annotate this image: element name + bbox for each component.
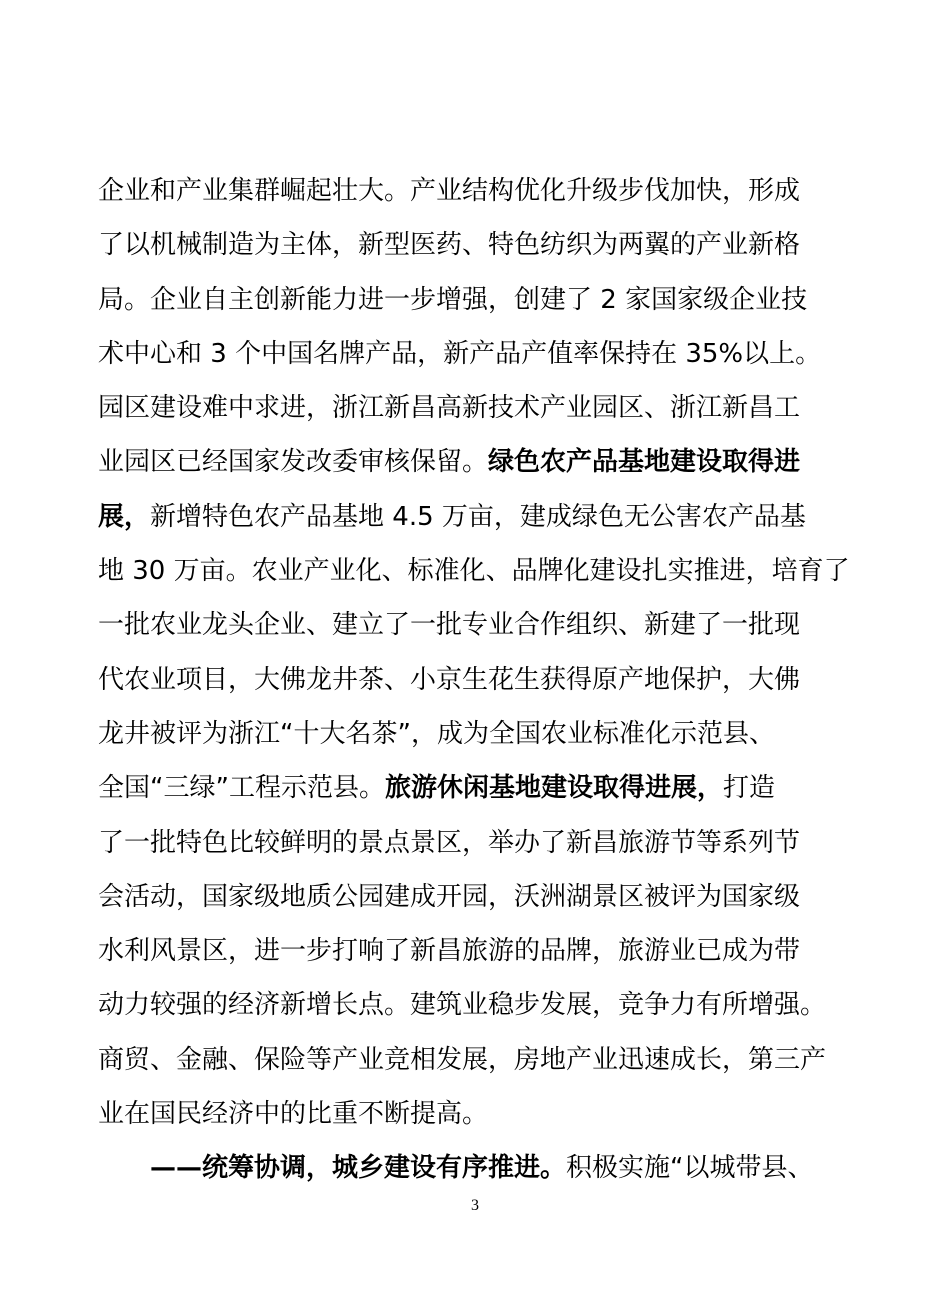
text-run: 会活动，国家级地质公园建成开园，沃洲湖景区被评为国家级 (98, 881, 801, 912)
bold-text-run: 绿色农产品基地建设取得进 (488, 447, 801, 478)
text-run: 了一批特色比较鲜明的景点景区，举办了新昌旅游节等系列节 (98, 827, 801, 858)
text-run: 地 30 万亩。农业产业化、标准化、品牌化建设扎实推进，培育了 (98, 556, 850, 587)
body-text (98, 164, 850, 1196)
text-line (98, 490, 850, 544)
text-line (98, 816, 850, 870)
text-run: 术中心和 3 个中国名牌产品，新产品产值率保持在 35%以上。 (98, 338, 822, 369)
text-run: 全国“三绿”工程示范县。 (98, 773, 385, 804)
text-line (98, 1033, 850, 1087)
bold-text-run: 旅游休闲基地建设取得进展， (384, 773, 723, 804)
text-line (98, 598, 850, 652)
page-number: 3 (471, 1197, 479, 1214)
text-run: 园区建设难中求进，浙江新昌高新技术产业园区、浙江新昌工 (98, 393, 801, 424)
text-run: 局。企业自主创新能力进一步增强，创建了 2 家国家级企业技 (98, 284, 808, 315)
text-line (98, 1141, 850, 1195)
bold-text-run: ——统筹协调，城乡建设有序推进。 (150, 1153, 567, 1184)
text-run: 积极实施“以城带县、 (566, 1153, 814, 1184)
text-line (98, 924, 850, 978)
text-line (98, 544, 850, 598)
text-run: 代农业项目，大佛龙井茶、小京生花生获得原产地保护，大佛 (98, 664, 801, 695)
text-run: 企业和产业集群崛起壮大。产业结构优化升级步伐加快，形成 (98, 176, 801, 206)
text-line (98, 218, 850, 272)
text-line (98, 707, 850, 761)
text-line (98, 870, 850, 924)
text-run: 了以机械制造为主体，新型医药、特色纺织为两翼的产业新格 (98, 230, 801, 261)
text-line (98, 435, 850, 489)
text-line (98, 761, 850, 815)
text-line (98, 327, 850, 381)
text-run: 业在国民经济中的比重不断提高。 (98, 1099, 489, 1130)
text-run: 打造 (722, 773, 775, 804)
text-run: 龙井被评为浙江“十大名茶”，成为全国农业标准化示范县、 (98, 718, 775, 749)
text-line (98, 978, 850, 1032)
text-line (98, 164, 850, 218)
text-line (98, 1087, 850, 1141)
text-run: 商贸、金融、保险等产业竞相发展，房地产业迅速成长，第三产 (98, 1044, 827, 1075)
text-line (98, 273, 850, 327)
text-line (98, 653, 850, 707)
text-run: 一批农业龙头企业、建立了一批专业合作组织、新建了一批现 (98, 610, 801, 641)
text-run: 新增特色农产品基地 4.5 万亩，建成绿色无公害农产品基 (150, 501, 806, 532)
text-run: 动力较强的经济新增长点。建筑业稳步发展，竞争力有所增强。 (98, 990, 827, 1021)
bold-text-run: 展， (98, 501, 151, 532)
text-run: 业园区已经国家发改委审核保留。 (98, 447, 489, 478)
text-run: 水利风景区，进一步打响了新昌旅游的品牌，旅游业已成为带 (98, 936, 801, 967)
text-line (98, 381, 850, 435)
